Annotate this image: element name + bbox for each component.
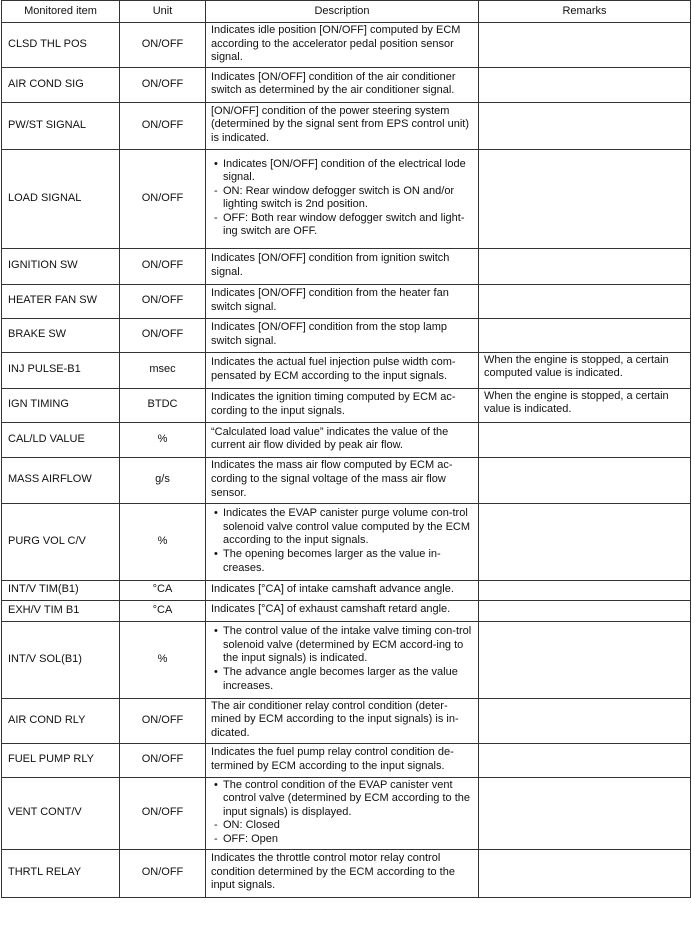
table-row <box>2 318 691 352</box>
monitored-item-cell: EXH/V TIM B1 <box>2 600 120 621</box>
table-header <box>2 1 691 23</box>
remarks-cell <box>479 743 691 777</box>
description-cell <box>206 503 479 580</box>
unit-cell: ON/OFF <box>120 149 206 248</box>
description-bullet <box>211 833 473 847</box>
unit-cell: % <box>120 503 206 580</box>
remarks-cell: When the engine is stopped, a certain computed value is indicated. <box>479 352 691 388</box>
bullet-text: The opening becomes larger as the value in-creases. <box>223 548 441 574</box>
description-cell <box>206 849 479 897</box>
description-text: Indicates [°CA] of intake camshaft advance angle. <box>211 582 454 595</box>
bullet-marker: • <box>214 778 218 791</box>
table-row <box>2 23 691 68</box>
description-text: Indicates [ON/OFF] condition from the heater fan switch signal. <box>211 287 449 313</box>
monitored-item-cell: IGN TIMING <box>2 388 120 422</box>
description-cell <box>206 777 479 849</box>
monitored-item-cell: HEATER FAN SW <box>2 284 120 318</box>
description-cell <box>206 67 479 102</box>
description-text: Indicates the ignition timing computed by ECM ac-cording to the input signals. <box>211 391 456 417</box>
unit-cell: BTDC <box>120 388 206 422</box>
bullet-text: ON: Closed <box>223 819 280 832</box>
remarks-cell <box>479 149 691 248</box>
description-bullet <box>211 212 473 239</box>
bullet-marker: • <box>214 548 218 561</box>
description-cell <box>206 102 479 149</box>
description-text: [ON/OFF] condition of the power steering system (determined by the signal sent from EPS control unit) is indicated. <box>211 104 470 145</box>
bullet-marker: - <box>214 184 218 197</box>
description-text: Indicates the throttle control motor relay control condition determined by the ECM according to the input signals. <box>211 852 455 892</box>
unit-cell: ON/OFF <box>120 67 206 102</box>
table-row <box>2 503 691 580</box>
remarks-cell <box>479 284 691 318</box>
unit-cell: ON/OFF <box>120 743 206 777</box>
description-bullet <box>211 507 473 548</box>
bullet-marker: • <box>214 157 218 170</box>
description-cell <box>206 248 479 284</box>
unit-cell: ON/OFF <box>120 698 206 743</box>
description-text: The air conditioner relay control condition (deter-mined by ECM according to the input signals) is in-dicated. <box>211 699 459 739</box>
monitored-item-cell: CAL/LD VALUE <box>2 422 120 457</box>
remarks-cell <box>479 503 691 580</box>
header-remarks: Remarks <box>479 1 691 23</box>
description-cell <box>206 284 479 318</box>
monitored-item-cell: INT/V SOL(B1) <box>2 621 120 698</box>
bullet-marker: • <box>214 507 218 520</box>
description-text: Indicates [ON/OFF] condition of the air conditioner switch as determined by the air conditioner signal. <box>211 70 456 97</box>
description-bullet <box>211 548 473 575</box>
monitored-item-cell: PW/ST SIGNAL <box>2 102 120 149</box>
description-text: Indicates [ON/OFF] condition from the stop lamp switch signal. <box>211 321 447 347</box>
bullet-text: Indicates [ON/OFF] condition of the electrical lode signal. <box>223 157 466 184</box>
monitored-item-cell: AIR COND RLY <box>2 698 120 743</box>
description-text: Indicates the fuel pump relay control condition de-termined by ECM according to the input signals. <box>211 745 454 772</box>
description-cell <box>206 23 479 68</box>
remarks-cell <box>479 318 691 352</box>
bullet-marker: - <box>214 832 218 845</box>
table-row <box>2 248 691 284</box>
unit-cell: ON/OFF <box>120 284 206 318</box>
table-row <box>2 388 691 422</box>
unit-cell: °CA <box>120 600 206 621</box>
remarks-cell <box>479 248 691 284</box>
table-row <box>2 698 691 743</box>
description-text: Indicates [ON/OFF] condition from ignition switch signal. <box>211 252 450 278</box>
header-monitored-item: Monitored item <box>2 1 120 23</box>
monitored-item-cell: PURG VOL C/V <box>2 503 120 580</box>
table-row <box>2 352 691 388</box>
description-text: Indicates the actual fuel injection pulse width com-pensated by ECM according to the input signals. <box>211 356 456 382</box>
monitored-item-cell: IGNITION SW <box>2 248 120 284</box>
bullet-text: The advance angle becomes larger as the value increases. <box>223 666 458 692</box>
remarks-cell <box>479 621 691 698</box>
unit-cell: g/s <box>120 457 206 503</box>
description-cell <box>206 352 479 388</box>
monitored-item-cell: BRAKE SW <box>2 318 120 352</box>
table-row <box>2 600 691 621</box>
bullet-text: ON: Rear window defogger switch is ON and/or lighting switch is 2nd position. <box>223 184 455 211</box>
unit-cell: °CA <box>120 580 206 600</box>
unit-cell: ON/OFF <box>120 849 206 897</box>
monitored-item-cell: INJ PULSE-B1 <box>2 352 120 388</box>
table-row <box>2 149 691 248</box>
unit-cell: % <box>120 422 206 457</box>
remarks-cell <box>479 600 691 621</box>
remarks-cell <box>479 422 691 457</box>
description-cell <box>206 600 479 621</box>
table-row <box>2 457 691 503</box>
description-cell <box>206 621 479 698</box>
description-cell <box>206 388 479 422</box>
header-unit: Unit <box>120 1 206 23</box>
description-bullet <box>211 666 473 693</box>
bullet-text: OFF: Both rear window defogger switch and light-ing switch are OFF. <box>223 211 465 238</box>
table-row <box>2 849 691 897</box>
remarks-cell <box>479 777 691 849</box>
unit-cell: ON/OFF <box>120 777 206 849</box>
description-bullet <box>211 625 473 666</box>
description-bullet <box>211 158 473 185</box>
description-bullet <box>211 185 473 212</box>
bullet-text: Indicates the EVAP canister purge volume con-trol solenoid valve control value computed by the ECM according to the input signals. <box>223 507 471 547</box>
remarks-cell <box>479 67 691 102</box>
monitored-item-cell: AIR COND SIG <box>2 67 120 102</box>
table-row <box>2 284 691 318</box>
monitored-item-cell: INT/V TIM(B1) <box>2 580 120 600</box>
monitored-item-cell: CLSD THL POS <box>2 23 120 68</box>
remarks-cell <box>479 23 691 68</box>
description-text: “Calculated load value” indicates the value of the current air flow divided by peak air flow. <box>211 425 449 452</box>
description-text: Indicates [°CA] of exhaust camshaft retard angle. <box>211 603 451 616</box>
table-row <box>2 422 691 457</box>
bullet-marker: - <box>214 211 218 224</box>
monitored-item-cell: MASS AIRFLOW <box>2 457 120 503</box>
monitored-item-cell: VENT CONT/V <box>2 777 120 849</box>
table-row <box>2 743 691 777</box>
remarks-cell <box>479 580 691 600</box>
description-cell <box>206 580 479 600</box>
description-cell <box>206 457 479 503</box>
unit-cell: ON/OFF <box>120 318 206 352</box>
description-cell <box>206 422 479 457</box>
remarks-cell <box>479 102 691 149</box>
table-row <box>2 67 691 102</box>
unit-cell: % <box>120 621 206 698</box>
bullet-text: OFF: Open <box>223 832 279 845</box>
table-row <box>2 580 691 600</box>
remarks-cell <box>479 849 691 897</box>
monitored-item-cell: LOAD SIGNAL <box>2 149 120 248</box>
bullet-marker: • <box>214 666 218 679</box>
table-row <box>2 777 691 849</box>
table-row <box>2 102 691 149</box>
bullet-text: The control condition of the EVAP canister vent control valve (determined by ECM according to the input signals) is displayed. <box>223 778 471 818</box>
unit-cell: ON/OFF <box>120 23 206 68</box>
remarks-cell <box>479 698 691 743</box>
unit-cell: ON/OFF <box>120 248 206 284</box>
bullet-marker: • <box>214 625 218 638</box>
header-description: Description <box>206 1 479 23</box>
description-cell <box>206 743 479 777</box>
description-cell <box>206 698 479 743</box>
table-body <box>2 23 691 898</box>
remarks-cell: When the engine is stopped, a certain value is indicated. <box>479 388 691 422</box>
description-bullet <box>211 819 473 833</box>
monitored-item-cell: THRTL RELAY <box>2 849 120 897</box>
unit-cell: ON/OFF <box>120 102 206 149</box>
description-bullet <box>211 779 473 820</box>
bullet-marker: - <box>214 819 218 832</box>
description-cell <box>206 318 479 352</box>
monitored-item-cell: FUEL PUMP RLY <box>2 743 120 777</box>
remarks-cell <box>479 457 691 503</box>
table-row <box>2 621 691 698</box>
bullet-text: The control value of the intake valve timing con-trol solenoid valve (determined by ECM accord-ing to the input signals) is indicated. <box>223 625 472 665</box>
description-text: Indicates the mass air flow computed by ECM ac-cording to the signal voltage of the mass air flow sensor. <box>211 459 453 499</box>
monitor-items-table <box>1 0 691 898</box>
unit-cell: msec <box>120 352 206 388</box>
header-row <box>2 1 691 23</box>
description-cell <box>206 149 479 248</box>
description-text: Indicates idle position [ON/OFF] computed by ECM according to the accelerator pedal position sensor signal. <box>211 24 461 64</box>
